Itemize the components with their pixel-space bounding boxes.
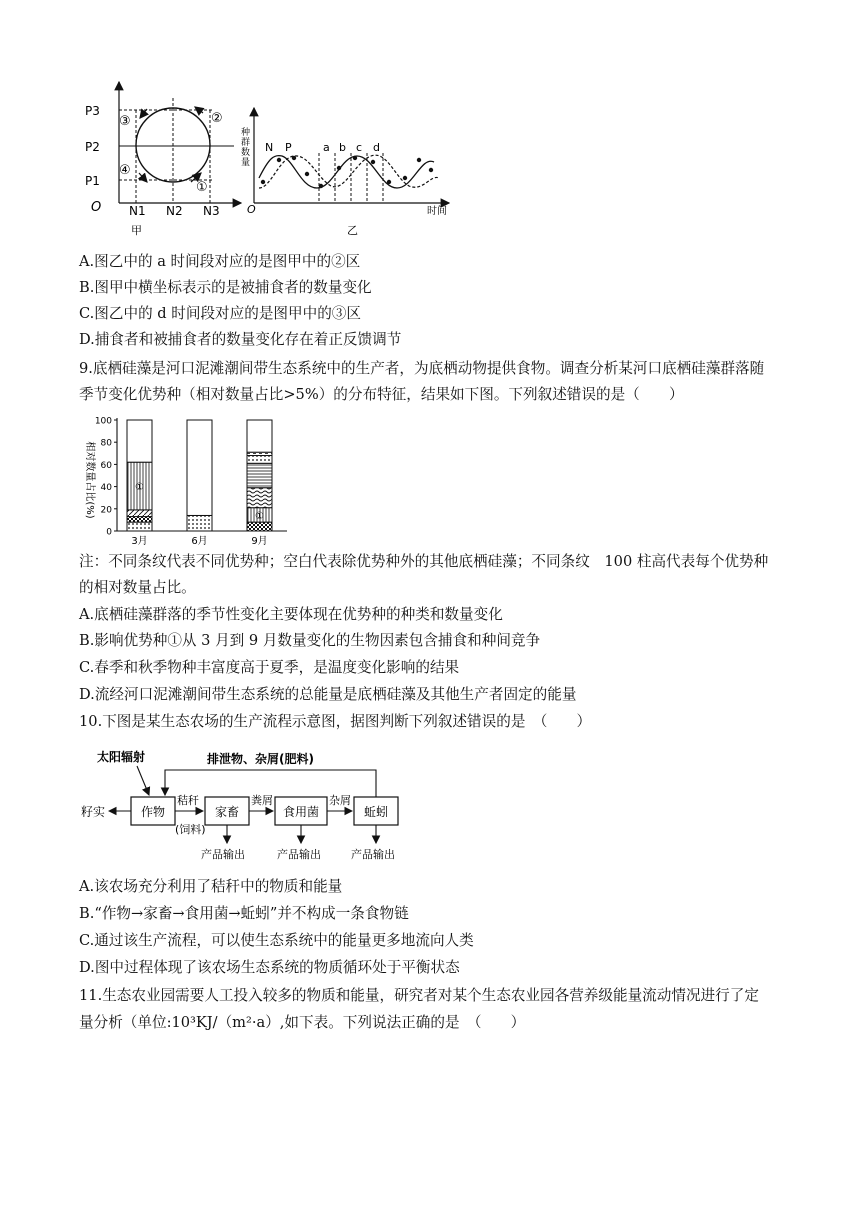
bar-0-segment-0 [127,522,152,531]
figure-predator-prey-svg [79,78,459,238]
yi-y-label-2: 数 [241,148,251,158]
yi-origin: O [247,203,256,216]
jia-tick-n2: N2 [166,204,183,218]
q10-stem: 10.下图是某生态农场的生产流程示意图，据图判断下列叙述错误的是 （ ） [79,713,592,730]
jia-zone-4: ④ [119,163,131,178]
jia-zone-3: ③ [119,114,131,129]
jia-zone-1: ① [196,180,208,195]
crop-label: 作物 [140,805,166,819]
mushroom-label: 食用菌 [282,805,320,819]
q9-note-line2: 的相对数量占比。 [79,579,196,596]
q10-option-a: A.该农场充分利用了秸秆中的物质和能量 [79,878,343,895]
feedback-arrow [165,770,376,797]
chart-x-label-2: 9月 [251,536,268,547]
yi-curve-n [259,156,434,188]
diatom-bar-chart [79,410,299,550]
q9-note-line1: 注：不同条纹代表不同优势种；空白代表除优势种外的其他底栖硅藻；不同条纹 100 柱高代表每个优势种 [79,553,769,570]
yi-y-label-1: 群 [241,138,251,148]
chart-y-tick-label-3: 60 [100,460,112,471]
output-label-3: 产品输出 [351,848,395,861]
yi-label-n: N [265,141,274,154]
bar-0-segment-1 [127,517,152,523]
output-label-2: 产品输出 [277,848,321,861]
jia-tick-p1: P1 [85,174,100,188]
q8-option-c: C.图乙中的 d 时间段对应的是图甲中的③区 [79,305,361,322]
bar-0-segment-4 [127,420,152,462]
q9-option-c: C.春季和秋季物种丰富度高于夏季，是温度变化影响的结果 [79,659,460,676]
q11-stem-line2: 量分析（单位:10³KJ/（m²·a）,如下表。下列说法正确的是 （ ） [79,1014,526,1031]
q10-option-d: D.图中过程体现了该农场生态系统的物质循环处于平衡状态 [79,959,460,976]
yi-curve-p [259,155,439,188]
farm-flow-diagram-svg [79,743,419,865]
bar-2-segment-0 [247,522,272,531]
q11-stem-line1: 11.生态农业园需要人工投入较多的物质和能量，研究者对某个生态农业园各营养级能量流动情况进行了定 [79,987,759,1004]
chart-x-label-1: 6月 [191,536,208,547]
q9-stem-line2: 季节变化优势种（相对数量占比>5%）的分布特征，结果如下图。下列叙述错误的是（ ） [79,386,684,403]
yi-interval-c: c [356,141,363,154]
segment-label-0: ① [135,482,144,494]
yi-label-p: P [285,141,292,154]
jia-caption: 甲 [131,224,142,237]
straw-label: 秸秆 [177,794,199,807]
bar-1-segment-0 [187,515,212,531]
q9-option-d: D.流经河口泥滩潮间带生态系统的总能量是底栖硅藻及其他生产者固定的能量 [79,686,577,703]
sun-label: 太阳辐射 [97,750,146,764]
output-label-1: 产品输出 [201,848,245,861]
segment-label-2: ① [255,510,264,522]
yi-caption: 乙 [347,224,358,237]
yi-interval-b: b [339,141,346,154]
chart-y-tick-label-4: 80 [100,438,112,449]
bar-2-segment-4 [247,456,272,464]
q9-stem-line1: 9.底栖硅藻是河口泥滩潮间带生态系统中的生产者，为底栖动物提供食物。调查分析某河口底栖硅藻群落随 [79,360,765,377]
farm-flow-diagram [79,743,419,865]
q9-option-b: B.影响优势种①从 3 月到 9 月数量变化的生物因素包含捕食和种间竞争 [79,632,541,649]
chart-y-tick-label-1: 20 [100,505,112,516]
livestock-label: 家畜 [214,805,240,819]
chart-y-tick-label-2: 40 [100,483,112,494]
chart-x-label-0: 3月 [131,536,148,547]
yi-interval-a: a [323,141,330,154]
q8-option-a: A.图乙中的 a 时间段对应的是图甲中的②区 [79,253,361,270]
yi-interval-d: d [373,141,380,154]
earthworm-label: 蚯蚓 [363,805,389,819]
diatom-bar-chart-svg [79,410,299,550]
yi-y-label-3: 量 [241,158,251,168]
yi-x-label: 时间 [427,206,447,217]
q10-option-b: B.“作物→家畜→食用菌→蚯蚓”并不构成一条食物链 [79,905,409,922]
debris-label: 杂屑 [329,794,351,807]
bar-1-segment-1 [187,420,212,515]
q8-option-b: B.图甲中横坐标表示的是被捕食者的数量变化 [79,279,372,296]
bar-2-segment-3 [247,463,272,487]
q10-option-c: C.通过该生产流程，可以使生态系统中的能量更多地流向人类 [79,932,474,949]
feedback-label: 排泄物、杂屑(肥料) [207,752,314,766]
jia-tick-n3: N3 [203,204,220,218]
feces-label: 粪屑 [251,794,273,807]
q9-option-a: A.底栖硅藻群落的季节性变化主要体现在优势种的种类和数量变化 [79,606,503,623]
jia-tick-p3: P3 [85,104,100,118]
chart-y-label: 相对数量占比(%) [84,441,95,519]
jia-origin: O [91,200,102,215]
jia-tick-n1: N1 [129,204,146,218]
q8-option-d: D.捕食者和被捕食者的数量变化存在着正反馈调节 [79,331,402,348]
bar-2-segment-6 [247,420,272,452]
bar-0-segment-2 [127,510,152,517]
figure-predator-prey [79,78,459,238]
chart-y-tick-label-0: 0 [106,527,112,538]
seed-label: 籽实 [81,805,106,819]
jia-tick-p2: P2 [85,140,100,154]
jia-zone-2: ② [211,111,223,126]
feed-label: (饲料) [175,823,206,836]
chart-y-tick-label-5: 100 [94,416,112,427]
bar-2-segment-2 [247,488,272,508]
yi-y-label-0: 种 [241,128,251,138]
